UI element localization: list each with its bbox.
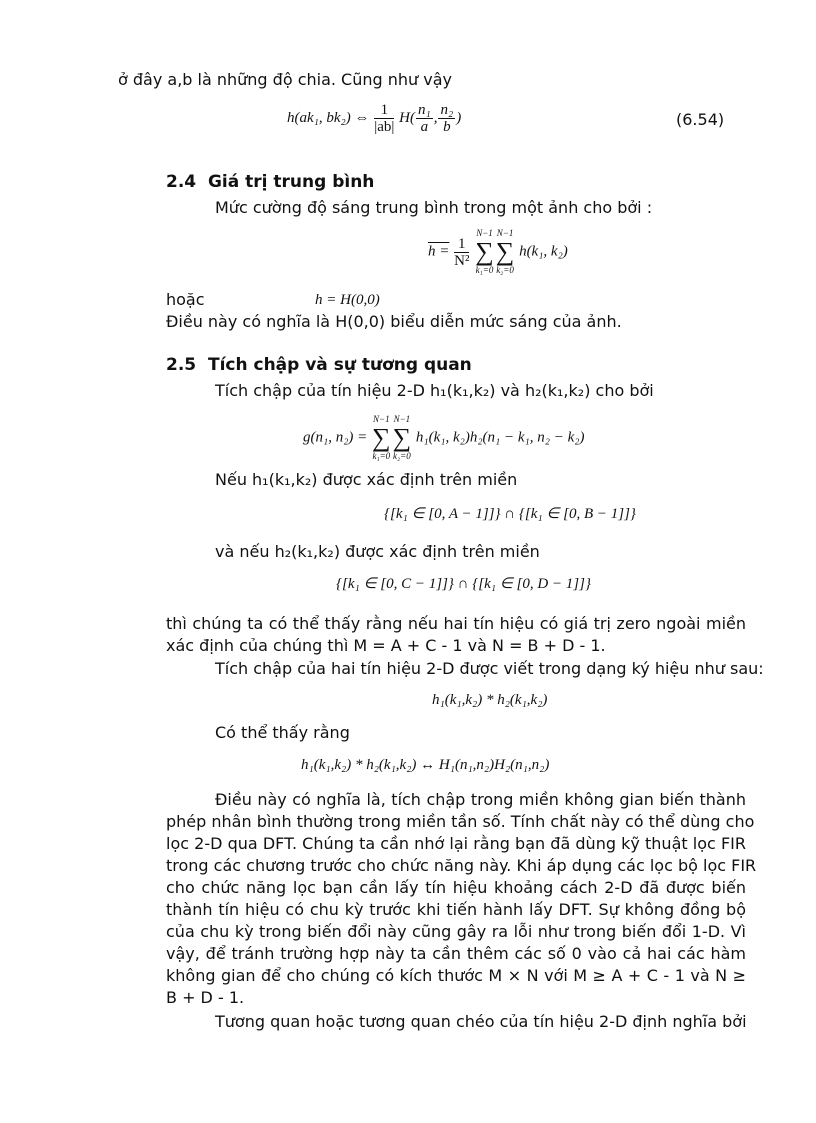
conv-eq-lhs: g(n₁, n₂) =	[303, 429, 368, 446]
mean-eq-body: h(k₁, k₂)	[519, 243, 568, 260]
paragraph-2-line-2: phép nhân bình thường trong miền tần số. Tính chất này có thể dùng cho	[166, 812, 755, 831]
domain-1-equation: {[k₁ ∈ [0, A − 1]]} ∩ {[k₁ ∈ [0, B − 1]]}	[384, 506, 636, 522]
mean-eq-sum1-top: N−1	[476, 228, 493, 238]
eq-6-54-close: )	[456, 109, 462, 126]
section-2-5-title: Tích chập và sự tương quan	[207, 355, 472, 375]
paragraph-2-line-4: trong các chương trước cho chức năng này. Khi áp dụng các lọc bộ lọc FIR	[166, 856, 757, 875]
mean-eq-sum1-bottom: k₁=0	[475, 265, 494, 275]
eq-6-54-a: a	[420, 119, 429, 135]
conv-eq-body: h₁(k₁, k₂)h₂(n₁ − k₁, n₂ − k₂)	[415, 429, 585, 446]
or-equation: h = H(0,0)	[315, 292, 380, 308]
paragraph-2-line-9: không gian để cho chúng có kích thước M × N với M ≥ A + C - 1 và N ≥	[166, 966, 746, 985]
section-2-4-title: Giá trị trung bình	[207, 172, 375, 192]
conv-eq-sum2-bottom: k₂=0	[393, 451, 411, 461]
conv-eq-sum-1: N−1 ∑ k₁=0	[372, 414, 391, 461]
eq-6-54-n1: n₁	[418, 102, 431, 118]
mean-eq-sum-2: N−1 ∑ k₂=0	[495, 228, 515, 275]
paragraph-2-line-10: B + D - 1.	[166, 988, 245, 1007]
paragraph-2-line-1: Điều này có nghĩa là, tích chập trong miền không gian biến thành	[215, 790, 746, 809]
section-2-4-intro: Mức cường độ sáng trung bình trong một ảnh cho bởi :	[215, 198, 653, 217]
notation-intro: Tích chập của hai tín hiệu 2-D được viết trong dạng ký hiệu như sau:	[215, 659, 764, 678]
conv-eq-sum2-top: N−1	[393, 414, 411, 424]
section-2-4-number: 2.4	[166, 172, 197, 192]
mean-equation	[428, 228, 568, 276]
mean-eq-sum2-top: N−1	[496, 228, 514, 238]
section-2-4-heading	[166, 172, 374, 192]
eq-6-54-fraction	[374, 102, 394, 135]
can-see-line: Có thể thấy rằng	[215, 723, 350, 742]
mean-eq-fraction	[454, 236, 469, 269]
conv-eq-sum-2: N−1 ∑ k₂=0	[392, 414, 412, 461]
notation-equation: h₁(k₁,k₂) * h₂(k₁,k₂)	[432, 692, 548, 708]
eq-6-54-n2: n₂	[440, 102, 454, 118]
conv-eq-sum1-bottom: k₁=0	[372, 451, 391, 461]
equation-number: (6.54)	[676, 110, 725, 129]
mean-eq-frac-den: N²	[454, 252, 470, 269]
eq-6-54-lhs: h(ak₁, bk₂) ⇔	[287, 109, 370, 126]
if-h2-line: và nếu h₂(k₁,k₂) được xác định trên miền	[215, 542, 540, 561]
eq-6-54-n1-over-a	[416, 102, 433, 135]
mean-eq-sum-1: N−1 ∑ k₁=0	[475, 228, 494, 275]
paragraph-2-line-5: cho chức năng lọc bạn cần lấy tín hiệu khoảng cách 2-D đã được biến	[166, 878, 746, 897]
eq-6-54-b: b	[443, 119, 451, 135]
conv-eq-sum1-top: N−1	[373, 414, 390, 424]
section-2-5-intro: Tích chập của tín hiệu 2-D h₁(k₁,k₂) và h₂(k₁,k₂) cho bởi	[215, 381, 654, 400]
paragraph-2-line-6: thành tín hiệu có chu kỳ trước khi tiến hành lấy DFT. Sự không đồng bộ	[166, 900, 746, 919]
domain-2-equation: {[k₁ ∈ [0, C − 1]]} ∩ {[k₁ ∈ [0, D − 1]]}	[336, 576, 591, 592]
relation-equation: h₁(k₁,k₂) * h₂(k₁,k₂) ↔ H₁(n₁,n₂)H₂(n₁,n₂)	[301, 757, 550, 773]
eq-6-54-h-open: H(	[399, 109, 415, 126]
if-h1-line: Nếu h₁(k₁,k₂) được xác định trên miền	[215, 470, 518, 489]
eq-6-54-frac-den: |ab|	[374, 119, 395, 135]
intro-line: ở đây a,b là những độ chia. Cũng như vậy	[118, 70, 452, 89]
mean-eq-sum2-bottom: k₂=0	[496, 265, 514, 275]
section-2-5-number: 2.5	[166, 355, 197, 375]
paragraph-2-line-3: lọc 2-D qua DFT. Chúng ta cần nhớ lại rằng bạn đã dùng kỹ thuật lọc FIR	[166, 834, 746, 853]
final-line: Tương quan hoặc tương quan chéo của tín hiệu 2-D định nghĩa bởi	[215, 1012, 747, 1031]
convolution-equation	[303, 414, 584, 462]
eq-6-54-frac-num: 1	[374, 102, 394, 119]
paragraph-1-line-2: xác định của chúng thì M = A + C - 1 và N = B + D - 1.	[166, 636, 606, 655]
mean-eq-lhs: h =	[428, 243, 450, 260]
or-label: hoặc	[166, 290, 205, 309]
paragraph-2-line-7: của chu kỳ trong biến đổi này cũng gây ra lỗi như trong biến đổi 1-D. Vì	[166, 922, 746, 941]
equation-6-54: h(ak₁, bk₂) ⇔ $\frac{1}{|ab|}$ H( $\frac{\text{n₁}}{a}$ , $\frac{\text{n₂}}{b}$ )	[287, 102, 462, 135]
eq-6-54-n2-over-b	[438, 102, 455, 135]
paragraph-1-line-1: thì chúng ta có thể thấy rằng nếu hai tín hiệu có giá trị zero ngoài miền	[166, 614, 746, 633]
mean-eq-frac-num: 1	[454, 236, 469, 253]
section-2-5-heading	[166, 355, 472, 375]
section-2-4-meaning: Điều này có nghĩa là H(0,0) biểu diễn mức sáng của ảnh.	[166, 312, 622, 331]
paragraph-2-line-8: vậy, để tránh trường hợp này ta cần thêm các số 0 vào cả hai các hàm	[166, 944, 746, 963]
